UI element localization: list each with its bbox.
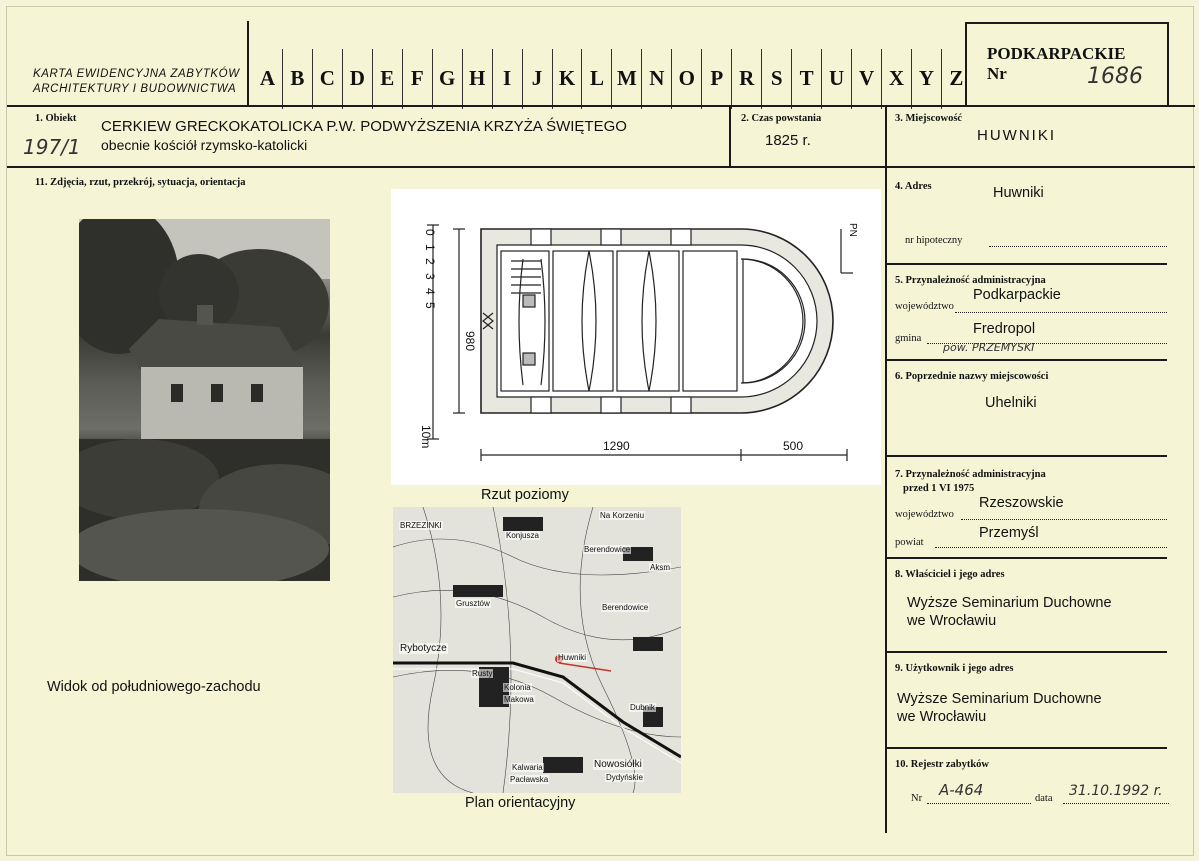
north-label: PN xyxy=(847,223,858,237)
gmina-handwritten-note: pow. PRZEMYSKI xyxy=(943,341,1035,354)
index-letter: B xyxy=(282,49,312,109)
register-label: 10. Rejestr zabytków xyxy=(895,759,989,770)
scale-tick: 5 xyxy=(423,302,437,310)
admin-before-voivodeship-value: Rzeszowskie xyxy=(979,495,1064,511)
locality-label: 3. Miejscowość xyxy=(895,113,963,124)
index-letter: C xyxy=(312,49,342,109)
map-label: Huwniki xyxy=(558,653,587,662)
user-line2: we Wrocławiu xyxy=(897,709,987,725)
address-value: Huwniki xyxy=(993,185,1044,201)
index-letter: M xyxy=(611,49,641,109)
object-name: CERKIEW GRECKOKATOLICKA P.W. PODWYŻSZENIA KRZYŻA ŚWIĘTEGO xyxy=(101,118,627,135)
map-label: Kalwaria xyxy=(512,763,543,772)
admin-label: 5. Przynależność administracyjna xyxy=(895,275,1046,286)
gmina-label: gmina xyxy=(895,333,922,344)
owner-line2: we Wrocławiu xyxy=(907,613,997,629)
index-letter: P xyxy=(701,49,731,109)
former-names-value: Uhelniki xyxy=(985,395,1037,411)
index-letter: T xyxy=(791,49,821,109)
plan-width-dim: 980 xyxy=(463,331,477,352)
object-handwritten-code: 197/1 xyxy=(23,135,81,159)
map-label: Makowa xyxy=(504,695,534,704)
admin-before-powiat-value: Przemyśl xyxy=(979,525,1039,541)
scale-end: 10m xyxy=(419,425,433,449)
map-label: Konjusza xyxy=(506,531,539,540)
photo-caption: Widok od południowego-zachodu xyxy=(47,679,261,695)
index-letter: J xyxy=(522,49,552,109)
date-label: 2. Czas powstania xyxy=(741,113,822,124)
index-letter: K xyxy=(552,49,582,109)
map-label: Nowosiółki xyxy=(594,759,642,770)
index-letter: X xyxy=(881,49,911,109)
map-label: Rybotycze xyxy=(400,643,447,654)
map-label: Grusztów xyxy=(456,599,490,608)
register-nr-label: Nr xyxy=(911,793,923,804)
index-letter: F xyxy=(402,49,432,109)
admin-before-powiat-label: powiat xyxy=(895,537,924,548)
voivodeship-box xyxy=(965,22,1169,107)
map-label: BRZEZINKI xyxy=(400,521,442,530)
user-label: 9. Użytkownik i jego adres xyxy=(895,663,1014,674)
map-label: Berendowice xyxy=(602,603,649,612)
former-names-label: 6. Poprzednie nazwy miejscowości xyxy=(895,371,1049,382)
date-value: 1825 r. xyxy=(765,132,811,149)
address-label: 4. Adres xyxy=(895,181,932,192)
inventory-card xyxy=(6,6,1194,856)
index-letter: E xyxy=(372,49,402,109)
plan-length-dim: 1290 xyxy=(603,439,630,453)
card-title-line1: KARTA EWIDENCYJNA ZABYTKÓW xyxy=(33,68,240,80)
index-letter: L xyxy=(581,49,611,109)
church-photo xyxy=(79,219,330,581)
floor-plan xyxy=(391,189,881,485)
scale-ticks xyxy=(419,229,441,317)
voivodeship-value: Podkarpackie xyxy=(973,287,1061,303)
index-letter: H xyxy=(462,49,492,109)
object-label: 1. Obiekt xyxy=(35,113,77,124)
plan-caption: Rzut poziomy xyxy=(481,487,569,503)
photos-label: 11. Zdjęcia, rzut, przekrój, sytuacja, orientacja xyxy=(35,177,246,188)
index-letter: N xyxy=(641,49,671,109)
index-letter: G xyxy=(432,49,462,109)
orientation-map xyxy=(393,507,681,793)
scale-tick: 1 xyxy=(423,243,437,251)
scale-tick: 2 xyxy=(423,258,437,266)
scale-tick: 4 xyxy=(423,287,437,295)
map-label: Berendowice xyxy=(584,545,631,554)
voivodeship-name: PODKARPACKIE xyxy=(987,44,1126,63)
user-line1: Wyższe Seminarium Duchowne xyxy=(897,691,1102,707)
index-letter: O xyxy=(671,49,701,109)
card-number: 1686 xyxy=(1087,64,1143,89)
scale-tick: 3 xyxy=(423,273,437,280)
index-letter: V xyxy=(851,49,881,109)
map-label: Dubnik xyxy=(630,703,655,712)
admin-before-label: 7. Przynależność administracyjna xyxy=(895,469,1046,480)
scale-tick: 0 xyxy=(423,229,437,236)
card-title xyxy=(33,67,240,97)
admin-before-date: przed 1 VI 1975 xyxy=(903,483,975,494)
owner-label: 8. Właściciel i jego adres xyxy=(895,569,1005,580)
index-letter: U xyxy=(821,49,851,109)
gmina-value: Fredropol xyxy=(973,321,1036,337)
index-letter: R xyxy=(731,49,761,109)
nr-label: Nr xyxy=(987,64,1007,83)
locality-value: HUWNIKI xyxy=(977,127,1056,144)
register-data-value: 31.10.1992 r. xyxy=(1069,783,1163,799)
index-letter: A xyxy=(259,66,276,90)
map-label: Pacławska xyxy=(510,775,549,784)
owner-line1: Wyższe Seminarium Duchowne xyxy=(907,595,1112,611)
register-nr-value: A-464 xyxy=(939,781,984,799)
map-label: Dydyńskie xyxy=(606,773,643,782)
index-letter: Y xyxy=(911,49,941,109)
map-label: Rusty xyxy=(472,669,493,678)
map-label: Na Korzeniu xyxy=(600,511,645,520)
register-data-label: data xyxy=(1035,793,1053,804)
plan-apse-dim: 500 xyxy=(783,439,804,453)
index-letter: Z xyxy=(941,49,971,109)
voivodeship-label: województwo xyxy=(895,301,954,312)
index-letters xyxy=(253,49,971,109)
map-label: Aksm xyxy=(650,563,670,572)
map-label: Kolonia xyxy=(504,683,531,692)
card-title-line2: ARCHITEKTURY I BUDOWNICTWA xyxy=(33,83,237,95)
admin-before-voivodeship-label: województwo xyxy=(895,509,954,520)
index-letter: D xyxy=(342,49,372,109)
index-letter: I xyxy=(492,49,522,109)
hipoteczny-label: nr hipoteczny xyxy=(905,235,963,246)
index-letter: S xyxy=(761,49,791,109)
map-caption: Plan orientacyjny xyxy=(465,795,576,811)
object-subtitle: obecnie kościół rzymsko-katolicki xyxy=(101,137,308,153)
